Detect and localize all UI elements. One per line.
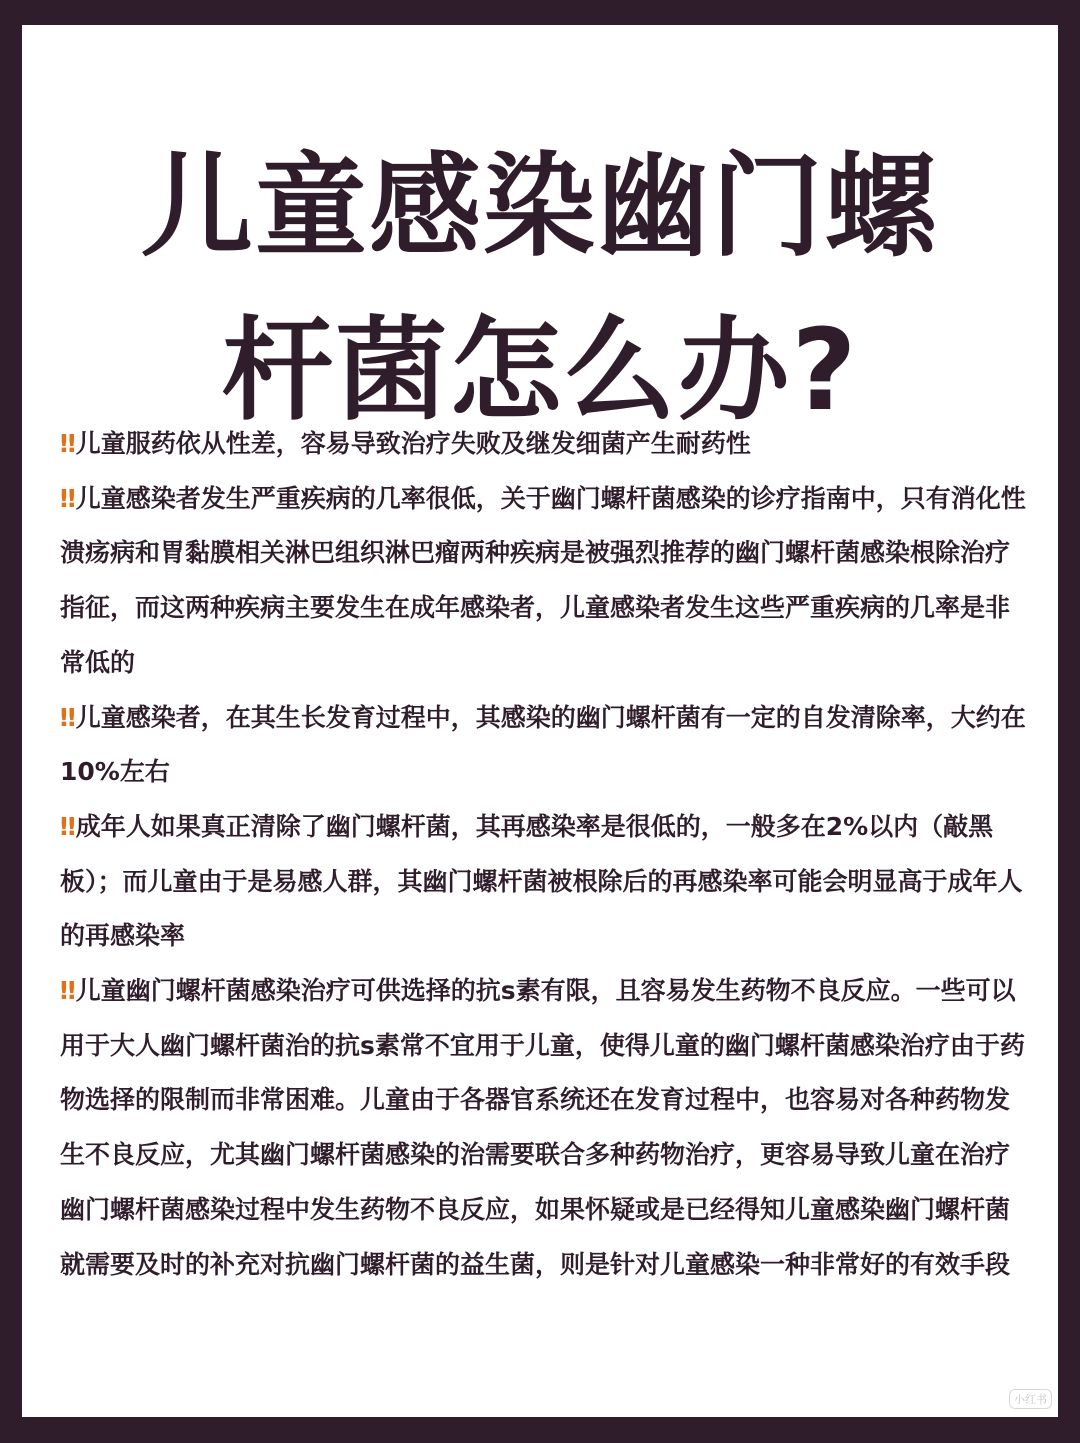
double-exclamation-icon: ‼ [60, 483, 76, 513]
double-exclamation-icon: ‼ [60, 976, 76, 1006]
paragraph-4 [60, 800, 1030, 964]
paragraph-text: 儿童服药依从性差，容易导致治疗失败及继发细菌产生耐药性 [75, 429, 751, 458]
double-exclamation-icon: ‼ [60, 429, 76, 458]
paragraph-text: 成年人如果真正清除了幽门螺杆菌，其再感染率是很低的，一般多在2%以内（敲黑板）；而儿童由于是易感人群，其幽门螺杆菌被根除后的再感染率可能会明显高于成年人的再感染率 [60, 811, 1023, 951]
double-exclamation-icon: ‼ [60, 811, 76, 841]
paragraph-text: 儿童感染者，在其生长发育过程中，其感染的幽门螺杆菌有一定的自发清除率，大约在10%左右 [60, 702, 1026, 787]
paragraph-3 [60, 691, 1030, 800]
paragraph-text: 儿童幽门螺杆菌感染治疗可供选择的抗s素有限，且容易发生药物不良反应。一些可以用于大人幽门螺杆菌治的抗s素常不宜用于儿童，使得儿童的幽门螺杆菌感染治疗由于药物选择的限制而非常困难。儿童由于各器官系统还在发育过程中，也容易对各种药物发生不良反应，尤其幽门螺杆菌感染的治需要联合多种药物治疗，更容易导致儿童在治疗幽门螺杆菌感染过程中发生药物不良反应，如果怀疑或是已经得知儿童感染幽门螺杆菌就需要及时的补充对抗幽门螺杆菌的益生菌，则是针对儿童感染一种非常好的有效手段 [60, 976, 1025, 1279]
paragraph-5 [60, 964, 1030, 1292]
page-title [22, 125, 1058, 453]
paragraph-1 [60, 417, 1030, 472]
paragraph-2 [60, 472, 1030, 691]
paragraph-text: 儿童感染者发生严重疾病的几率很低，关于幽门螺杆菌感染的诊疗指南中，只有消化性溃疡病和胃黏膜相关淋巴组织淋巴瘤两种疾病是被强烈推荐的幽门螺杆菌感染根除治疗指征，而这两种疾病主要发生在成年感染者，儿童感染者发生这些严重疾病的几率是非常低的 [60, 483, 1026, 677]
content-card [22, 25, 1058, 1417]
article-body [60, 417, 1030, 1292]
title-line-1: 儿童感染幽门螺 [141, 142, 939, 272]
title-line-2: 杆菌怎么办? [221, 306, 859, 436]
watermark-logo: 小红书 [1009, 1389, 1052, 1409]
double-exclamation-icon: ‼ [60, 702, 76, 732]
